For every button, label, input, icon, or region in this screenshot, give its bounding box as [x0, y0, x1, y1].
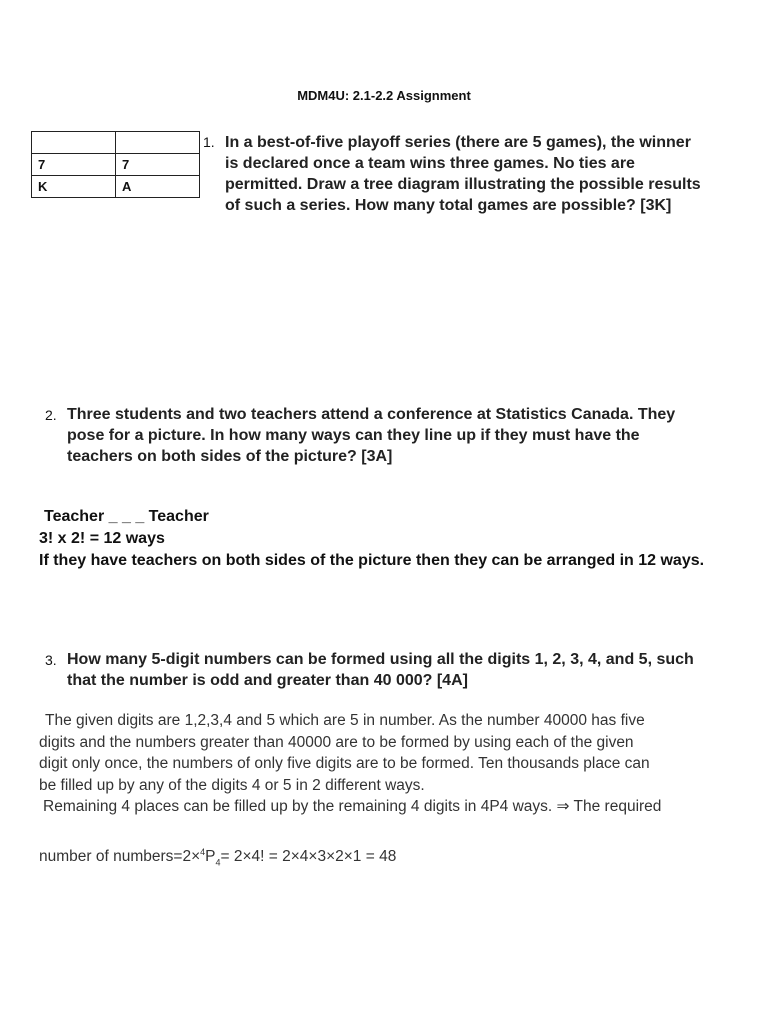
question-2-text — [67, 404, 747, 467]
question-2-line: Three students and two teachers attend a conference at Statistics Canada. They — [67, 406, 676, 423]
question-3-answer — [41, 710, 766, 818]
question-3-text — [67, 649, 757, 691]
final-answer-suffix: = 2×4! = 2×4×3×2×1 = 48 — [220, 848, 397, 866]
table-cell: 7 — [32, 154, 116, 176]
question-1-line: is declared once a team wins three games. No ties are — [225, 155, 635, 172]
question-2-answer-line: If they have teachers on both sides of the picture then they can be arranged in 12 ways. — [39, 552, 705, 569]
question-2-answer-line: 3! x 2! = 12 ways — [39, 530, 165, 547]
question-1-number: 1. — [203, 134, 215, 150]
question-3-answer-line: be filled up by any of the digits 4 or 5 in 2 different ways. — [39, 776, 425, 794]
table-row — [32, 176, 200, 198]
table-cell — [116, 132, 200, 154]
table-cell — [32, 132, 116, 154]
question-3-answer-line: Remaining 4 places can be filled up by the remaining 4 digits in 4P4 ways. ⇒ The required — [43, 798, 662, 815]
question-1-line: permitted. Draw a tree diagram illustrating the possible results — [225, 176, 701, 193]
score-table — [31, 131, 200, 198]
question-2-answer-line: Teacher _ _ _ Teacher — [44, 508, 209, 525]
table-row — [32, 154, 200, 176]
question-2-line: teachers on both sides of the picture? [3A] — [67, 448, 393, 465]
table-cell: 7 — [116, 154, 200, 176]
question-3-line: How many 5-digit numbers can be formed using all the digits 1, 2, 3, 4, and 5, such — [67, 651, 694, 668]
final-answer-superscript: 4 — [200, 847, 206, 857]
final-answer-p: P — [205, 848, 216, 866]
question-2-number: 2. — [45, 407, 57, 423]
question-3-line: that the number is odd and greater than 40 000? [4A] — [67, 672, 468, 689]
question-3-answer-line: digits and the numbers greater than 40000 are to be formed by using each of the given — [39, 733, 634, 751]
question-3-answer-line: digit only once, the numbers of only five digits are to be formed. Ten thousands place can — [39, 755, 650, 772]
question-3-number: 3. — [45, 652, 57, 668]
table-cell: K — [32, 176, 116, 198]
final-answer-subscript: 4 — [215, 857, 221, 868]
final-answer-prefix: number of numbers=2× — [39, 848, 201, 866]
table-cell: A — [116, 176, 200, 198]
table-row — [32, 132, 200, 154]
question-3-final-answer — [39, 842, 396, 874]
question-3-answer-line: The given digits are 1,2,3,4 and 5 which are 5 in number. As the number 40000 has five — [45, 712, 645, 729]
question-2-line: pose for a picture. In how many ways can they line up if they must have the — [67, 427, 640, 444]
question-1-line: In a best-of-five playoff series (there are 5 games), the winner — [225, 134, 691, 151]
question-1-line: of such a series. How many total games are possible? [3K] — [225, 197, 672, 214]
question-1-text — [225, 132, 745, 216]
page-title: MDM4U: 2.1-2.2 Assignment — [297, 88, 471, 103]
